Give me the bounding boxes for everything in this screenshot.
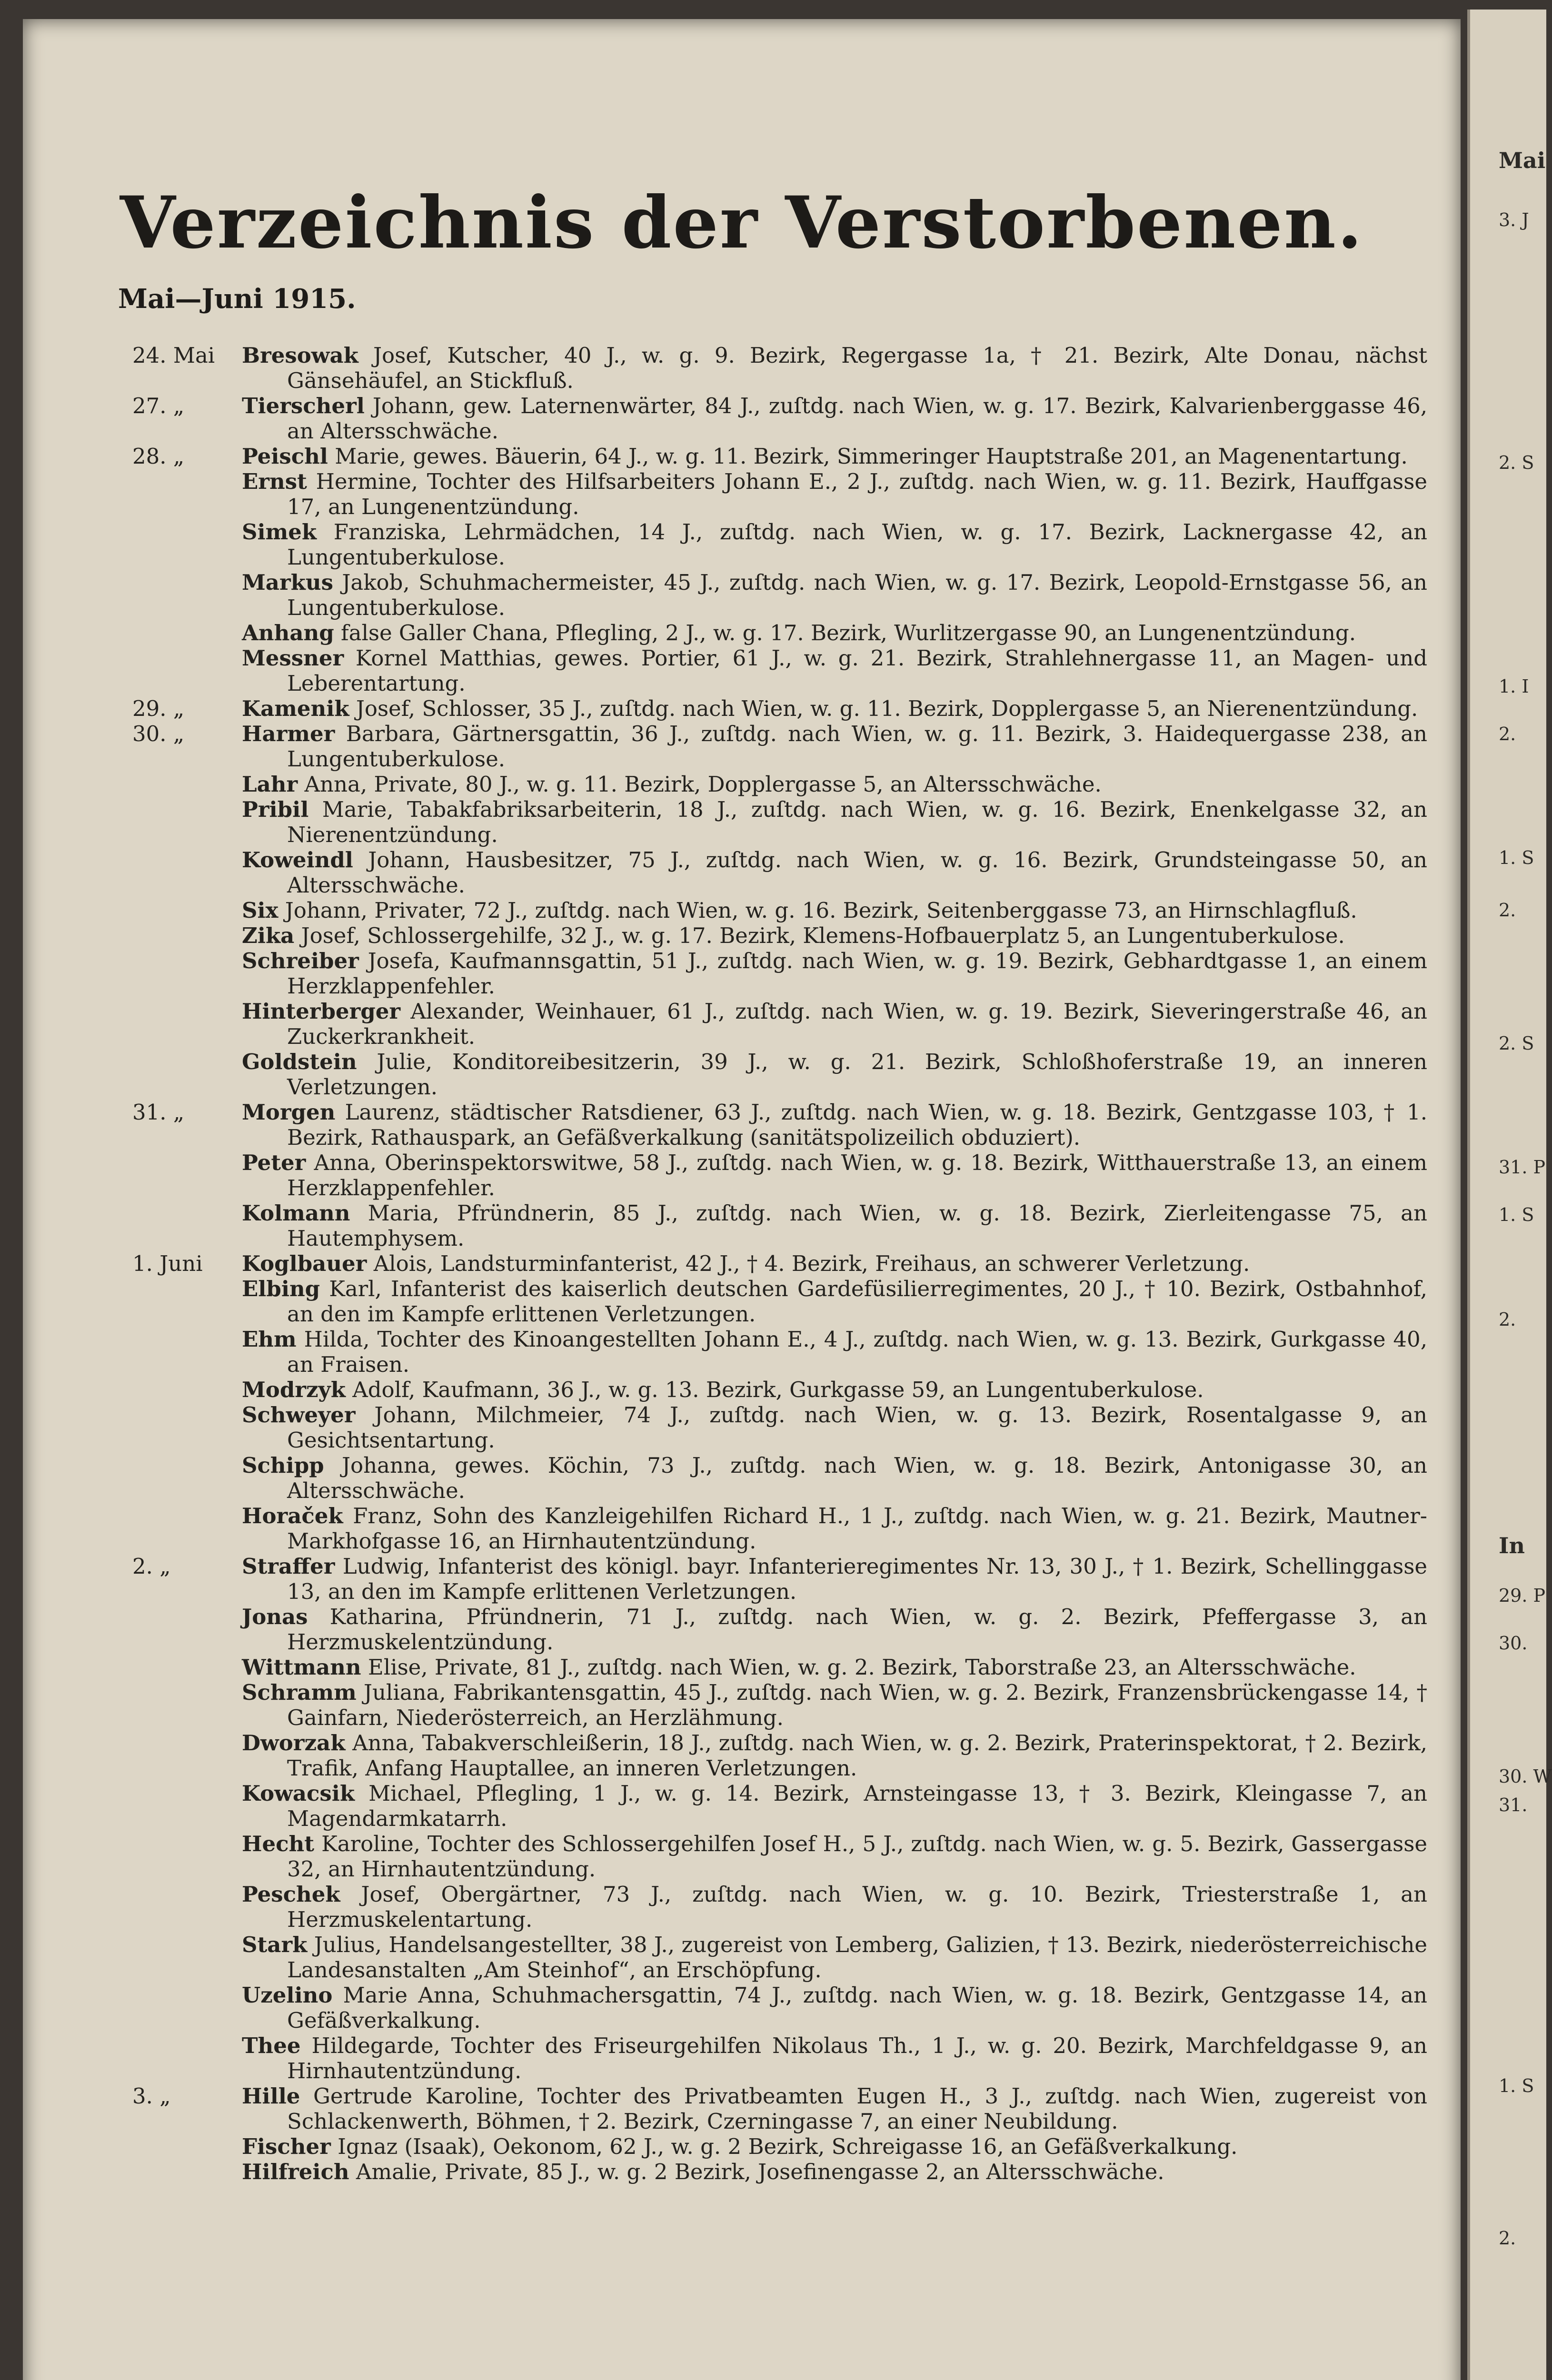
entry-row: [113, 519, 1427, 570]
entry-row: [113, 1100, 1427, 1150]
entry-text: [242, 1983, 1427, 2033]
entry-date: [113, 1453, 242, 1503]
entry-surname: Markus: [242, 570, 333, 595]
next-page-fragment: 2. S: [1499, 1033, 1534, 1054]
entry-surname: Zika: [242, 923, 295, 948]
entry-surname: Goldstein: [242, 1049, 357, 1074]
next-page-fragment: 30.: [1499, 1633, 1528, 1654]
entry-surname: Hille: [242, 2083, 300, 2109]
entry-date: [113, 1831, 242, 1882]
entry-details: Hermine, Tochter des Hilfsarbeiters Johann E., 2 J., zuſtdg. nach Wien, w. g. 11. Bezirk, Hauffgasse 17, an Lungenentzündung.: [287, 469, 1427, 519]
entry-row: [113, 721, 1427, 772]
entry-surname: Peschek: [242, 1882, 340, 1907]
entry-date: [113, 519, 242, 570]
entry-row: [113, 620, 1427, 645]
entry-surname: Messner: [242, 645, 344, 671]
entry-row: [113, 1781, 1427, 1831]
entry-text: [242, 999, 1427, 1049]
next-page-fragment: 2.: [1499, 1309, 1516, 1330]
entry-surname: Hilfreich: [242, 2159, 349, 2184]
entry-surname: Thee: [242, 2033, 301, 2058]
entry-date: [113, 1200, 242, 1251]
entry-details: Franz, Sohn des Kanzleigehilfen Richard H., 1 J., zuſtdg. nach Wien, w. g. 21. Bezirk, Mautner-Markhofgasse 16, an Hirnhautentzündung.: [287, 1503, 1427, 1554]
entry-details: Franziska, Lehrmädchen, 14 J., zuſtdg. nach Wien, w. g. 17. Bezirk, Lacknergasse 42, an Lungentuberkulose.: [287, 519, 1427, 570]
entry-row: [113, 1983, 1427, 2033]
entry-details: Kornel Matthias, gewes. Portier, 61 J., w. g. 21. Bezirk, Strahlehnergasse 11, an Magen- und Leberentartung.: [287, 645, 1427, 696]
entry-date: [113, 898, 242, 923]
next-page-fragment: 31. P: [1499, 1157, 1546, 1178]
next-page-fragment: 1. S: [1499, 847, 1534, 868]
entry-text: [242, 1503, 1427, 1554]
entry-details: Jakob, Schuhmachermeister, 45 J., zuſtdg. nach Wien, w. g. 17. Bezirk, Leopold-Ernstgasse 56, an Lungentuberkulose.: [287, 570, 1427, 620]
entry-surname: Schramm: [242, 1680, 357, 1705]
entry-row: [113, 1680, 1427, 1730]
entry-details: Hildegarde, Tochter des Friseurgehilfen Nikolaus Th., 1 J., w. g. 20. Bezirk, Marchfeldgasse 9, an Hirnhautentzündung.: [287, 2033, 1427, 2083]
entry-details: Gertrude Karoline, Tochter des Privatbeamten Eugen H., 3 J., zuſtdg. nach Wien, zugereist von Schlackenwerth, Böhmen, † 2. Bezirk, Czerningasse 7, an einer Neubildung.: [287, 2083, 1427, 2134]
entry-text: [242, 898, 1427, 923]
next-page-fragment: Mai: [1499, 148, 1546, 173]
entry-details: Johann, Milchmeier, 74 J., zuſtdg. nach Wien, w. g. 13. Bezirk, Rosentalgasse 9, an Gesichtsentartung.: [287, 1402, 1427, 1453]
entry-details: Johann, Hausbesitzer, 75 J., zuſtdg. nach Wien, w. g. 16. Bezirk, Grundsteingasse 50, an Altersschwäche.: [287, 847, 1427, 898]
entry-text: [242, 1377, 1427, 1402]
entry-row: [113, 1554, 1427, 1604]
entry-details: Marie, Tabakfabriksarbeiterin, 18 J., zuſtdg. nach Wien, w. g. 16. Bezirk, Enenkelgasse 32, an Nierenentzündung.: [287, 797, 1427, 847]
entry-row: [113, 2134, 1427, 2159]
entry-date: [113, 2134, 242, 2159]
entry-row: [113, 343, 1427, 393]
entry-date: [113, 772, 242, 797]
entry-row: [113, 847, 1427, 898]
entry-surname: Anhang: [242, 620, 334, 645]
entry-date: [113, 1680, 242, 1730]
next-page-fragment: 3. J: [1499, 209, 1529, 230]
entry-date: [113, 469, 242, 519]
entry-details: Maria, Pfründnerin, 85 J., zuſtdg. nach Wien, w. g. 18. Bezirk, Zierleitengasse 75, an Hautemphysem.: [287, 1200, 1427, 1251]
entry-text: [242, 1781, 1427, 1831]
entry-details: Marie Anna, Schuhmachersgattin, 74 J., zuſtdg. nach Wien, w. g. 18. Bezirk, Gentzgasse 14, an Gefäßverkalkung.: [287, 1983, 1427, 2033]
entry-surname: Elbing: [242, 1276, 320, 1301]
entry-row: [113, 772, 1427, 797]
entry-text: [242, 1730, 1427, 1781]
next-page-fragment: 31.: [1499, 1795, 1528, 1815]
entry-surname: Hinterberger: [242, 999, 401, 1024]
period-heading: Mai—Juni 1915.: [118, 283, 356, 315]
entry-row: [113, 1730, 1427, 1781]
entry-text: [242, 1655, 1427, 1680]
entry-date: [113, 1983, 242, 2033]
entry-text: [242, 1251, 1427, 1276]
entry-details: Hilda, Tochter des Kinoangestellten Johann E., 4 J., zuſtdg. nach Wien, w. g. 13. Bezirk, Gurkgasse 40, an Fraisen.: [287, 1327, 1427, 1377]
entry-row: [113, 923, 1427, 948]
entry-text: [242, 343, 1427, 393]
entry-details: Johann, gew. Laternenwärter, 84 J., zuſtdg. nach Wien, w. g. 17. Bezirk, Kalvarienberggasse 46, an Altersschwäche.: [287, 393, 1427, 444]
entry-row: [113, 1831, 1427, 1882]
entry-row: [113, 1377, 1427, 1402]
entry-date: 2. „: [132, 1554, 171, 1579]
entry-text: [242, 1402, 1427, 1453]
entry-text: [242, 1049, 1427, 1100]
entry-surname: Jonas: [242, 1604, 308, 1629]
entry-text: [242, 620, 1427, 645]
entry-row: [113, 898, 1427, 923]
entry-text: [242, 2159, 1427, 2184]
entry-row: [113, 1503, 1427, 1554]
entry-text: [242, 847, 1427, 898]
entry-date: [113, 948, 242, 999]
next-page-fragment: 2. S: [1499, 452, 1534, 473]
entry-text: [242, 2083, 1427, 2134]
entry-details: Michael, Pflegling, 1 J., w. g. 14. Bezirk, Arnsteingasse 13, † 3. Bezirk, Kleingasse 7, an Magendarmkatarrh.: [287, 1781, 1427, 1831]
entry-text: [242, 2134, 1427, 2159]
entry-surname: Horaček: [242, 1503, 343, 1528]
entry-surname: Straffer: [242, 1554, 335, 1579]
page-title: Verzeichnis der Verstorbenen.: [119, 181, 1364, 265]
entry-text: [242, 1554, 1427, 1604]
entry-details: Karoline, Tochter des Schlossergehilfen Josef H., 5 J., zuſtdg. nach Wien, w. g. 5. Bezirk, Gassergasse 32, an Hirnhautentzündung.: [287, 1831, 1427, 1882]
entry-row: [113, 645, 1427, 696]
entry-surname: Ernst: [242, 469, 307, 494]
entry-surname: Peischl: [242, 444, 328, 469]
entry-row: [113, 393, 1427, 444]
entry-details: Anna, Tabakverschleißerin, 18 J., zuſtdg. nach Wien, w. g. 2. Bezirk, Praterinspektorat, † 2. Bezirk, Trafik, Anfang Hauptallee, an inneren Verletzungen.: [287, 1730, 1427, 1781]
entry-details: Josef, Schlossergehilfe, 32 J., w. g. 17. Bezirk, Klemens-Hofbauerplatz 5, an Lungentuberkulose.: [294, 923, 1345, 948]
entry-surname: Schweyer: [242, 1402, 356, 1428]
entry-surname: Uzelino: [242, 1983, 333, 2008]
next-page-fragment: 29. P: [1499, 1585, 1546, 1606]
entry-surname: Harmer: [242, 721, 335, 746]
entry-details: Ignaz (Isaak), Oekonom, 62 J., w. g. 2 Bezirk, Schreigasse 16, an Gefäßverkalkung.: [330, 2134, 1238, 2159]
entry-text: [242, 1604, 1427, 1655]
entry-details: Elise, Private, 81 J., zuſtdg. nach Wien, w. g. 2. Bezirk, Taborstraße 23, an Altersschwäche.: [361, 1655, 1356, 1680]
next-page-fragment: 30. W: [1499, 1766, 1552, 1787]
entry-date: [113, 570, 242, 620]
entry-text: [242, 1680, 1427, 1730]
entry-date: [113, 1932, 242, 1983]
entry-surname: Ehm: [242, 1327, 297, 1352]
entry-date: [113, 1882, 242, 1932]
entry-date: [113, 1150, 242, 1200]
entry-text: [242, 1831, 1427, 1882]
entry-surname: Schreiber: [242, 948, 359, 973]
entry-details: Amalie, Private, 85 J., w. g. 2 Bezirk, Josefinengasse 2, an Altersschwäche.: [349, 2159, 1164, 2184]
entry-row: [113, 469, 1427, 519]
entry-row: [113, 1882, 1427, 1932]
entry-date: 28. „: [132, 444, 185, 469]
entry-text: [242, 1150, 1427, 1200]
entry-surname: Schipp: [242, 1453, 324, 1478]
entry-row: [113, 948, 1427, 999]
entry-text: [242, 469, 1427, 519]
entry-row: [113, 570, 1427, 620]
entry-details: Karl, Infanterist des kaiserlich deutschen Gardefüsilierregimentes, 20 J., † 10. Bezirk, Ostbahnhof, an den im Kampfe erlittenen Verletzungen.: [287, 1276, 1427, 1327]
entry-row: [113, 696, 1427, 721]
entry-row: [113, 1655, 1427, 1680]
entry-surname: Six: [242, 898, 279, 923]
entry-text: [242, 797, 1427, 847]
entry-details: Laurenz, städtischer Ratsdiener, 63 J., zuſtdg. nach Wien, w. g. 18. Bezirk, Gentzgasse 103, † 1. Bezirk, Rathauspark, an Gefäßverkalkung (sanitätspolizeilich obduziert).: [287, 1100, 1427, 1150]
entry-text: [242, 393, 1427, 444]
entries-list: [113, 343, 1427, 2184]
entry-surname: Koglbauer: [242, 1251, 367, 1276]
entry-details: Josefa, Kaufmannsgattin, 51 J., zuſtdg. nach Wien, w. g. 19. Bezirk, Gebhardtgasse 1, an einem Herzklappenfehler.: [287, 948, 1427, 999]
next-page-fragment: In: [1499, 1533, 1525, 1558]
entry-surname: Stark: [242, 1932, 308, 1957]
entry-surname: Bresowak: [242, 343, 358, 368]
entry-date: [113, 1276, 242, 1327]
entry-row: [113, 1200, 1427, 1251]
entry-date: [113, 2159, 242, 2184]
entry-surname: Simek: [242, 519, 317, 545]
entry-details: Josef, Kutscher, 40 J., w. g. 9. Bezirk, Regergasse 1a, † 21. Bezirk, Alte Donau, nächst Gänsehäufel, an Stickfluß.: [287, 343, 1427, 393]
entry-text: [242, 696, 1427, 721]
entry-row: [113, 1251, 1427, 1276]
entry-text: [242, 444, 1427, 469]
entry-date: [113, 1377, 242, 1402]
entry-row: [113, 1932, 1427, 1983]
entry-date: [113, 999, 242, 1049]
entry-row: [113, 1276, 1427, 1327]
entry-date: [113, 2033, 242, 2083]
entry-details: Alois, Landsturminfanterist, 42 J., † 4. Bezirk, Freihaus, an schwerer Verletzung.: [367, 1251, 1250, 1276]
entry-details: Adolf, Kaufmann, 36 J., w. g. 13. Bezirk, Gurkgasse 59, an Lungentuberkulose.: [345, 1377, 1204, 1402]
document-page: [23, 19, 1461, 2380]
entry-row: [113, 1150, 1427, 1200]
entry-text: [242, 772, 1427, 797]
entry-text: [242, 1100, 1427, 1150]
entry-date: [113, 1655, 242, 1680]
entry-details: Juliana, Fabrikantensgattin, 45 J., zuſtdg. nach Wien, w. g. 2. Bezirk, Franzensbrückengasse 14, † Gainfarn, Niederösterreich, an Herzlähmung.: [287, 1680, 1427, 1730]
entry-row: [113, 444, 1427, 469]
next-page-fragment: 1. S: [1499, 2075, 1534, 2096]
entry-date: [113, 1503, 242, 1554]
entry-text: [242, 519, 1427, 570]
entry-date: [113, 847, 242, 898]
entry-date: 27. „: [132, 393, 185, 418]
entry-surname: Morgen: [242, 1100, 336, 1125]
entry-row: [113, 1049, 1427, 1100]
entry-row: [113, 1327, 1427, 1377]
entry-row: [113, 1402, 1427, 1453]
entry-surname: Kamenik: [242, 696, 349, 721]
entry-row: [113, 999, 1427, 1049]
entry-text: [242, 1453, 1427, 1503]
entry-text: [242, 1200, 1427, 1251]
entry-details: Anna, Private, 80 J., w. g. 11. Bezirk, Dopplergasse 5, an Altersschwäche.: [298, 772, 1102, 797]
entry-details: false Galler Chana, Pflegling, 2 J., w. g. 17. Bezirk, Wurlitzergasse 90, an Lungenentzündung.: [334, 620, 1356, 645]
entry-details: Johann, Privater, 72 J., zuſtdg. nach Wien, w. g. 16. Bezirk, Seitenberggasse 73, an Hirnschlagfluß.: [278, 898, 1357, 923]
next-page-fragment: 1. I: [1499, 676, 1529, 697]
entry-text: [242, 2033, 1427, 2083]
entry-date: [113, 1730, 242, 1781]
entry-details: Ludwig, Infanterist des königl. bayr. Infanterieregimentes Nr. 13, 30 J., † 1. Bezirk, Schellinggasse 13, an den im Kampfe erlittenen Verletzungen.: [287, 1554, 1427, 1604]
entry-text: [242, 1327, 1427, 1377]
entry-surname: Tierscherl: [242, 393, 365, 418]
entry-row: [113, 1604, 1427, 1655]
entry-date: [113, 1781, 242, 1831]
entry-surname: Hecht: [242, 1831, 315, 1856]
entry-date: 29. „: [132, 696, 185, 721]
entry-date: [113, 1604, 242, 1655]
entry-details: Julie, Konditoreibesitzerin, 39 J., w. g. 21. Bezirk, Schloßhoferstraße 19, an inneren Verletzungen.: [287, 1049, 1427, 1100]
entry-date: [113, 620, 242, 645]
entry-surname: Pribil: [242, 797, 309, 822]
entry-date: 24. Mai: [132, 343, 215, 368]
entry-surname: Wittmann: [242, 1655, 361, 1680]
entry-date: 3. „: [132, 2083, 171, 2109]
entry-surname: Kowacsik: [242, 1781, 355, 1806]
entry-text: [242, 923, 1427, 948]
next-page-fragment: 1. S: [1499, 1204, 1534, 1225]
entry-text: [242, 570, 1427, 620]
entry-text: [242, 645, 1427, 696]
entry-text: [242, 721, 1427, 772]
entry-details: Anna, Oberinspektorswitwe, 58 J., zuſtdg. nach Wien, w. g. 18. Bezirk, Witthauerstraße 13, an einem Herzklappenfehler.: [287, 1150, 1427, 1200]
entry-details: Josef, Obergärtner, 73 J., zuſtdg. nach Wien, w. g. 10. Bezirk, Triesterstraße 1, an Herzmuskelentartung.: [287, 1882, 1427, 1932]
entry-row: [113, 2033, 1427, 2083]
entry-details: Marie, gewes. Bäuerin, 64 J., w. g. 11. Bezirk, Simmeringer Hauptstraße 201, an Magenentartung.: [328, 444, 1408, 469]
next-page-edge: [1467, 10, 1552, 2380]
entry-row: [113, 1453, 1427, 1503]
entry-date: 31. „: [132, 1100, 185, 1125]
entry-details: Josef, Schlosser, 35 J., zuſtdg. nach Wien, w. g. 11. Bezirk, Dopplergasse 5, an Nierenentzündung.: [349, 696, 1418, 721]
entry-text: [242, 1932, 1427, 1983]
entry-text: [242, 948, 1427, 999]
entry-date: [113, 645, 242, 696]
entry-surname: Dworzak: [242, 1730, 346, 1755]
entry-surname: Koweindl: [242, 847, 353, 873]
entry-date: [113, 1049, 242, 1100]
entry-details: Barbara, Gärtnersgattin, 36 J., zuſtdg. nach Wien, w. g. 11. Bezirk, 3. Haidequergasse 238, an Lungentuberkulose.: [287, 721, 1427, 772]
entry-surname: Kolmann: [242, 1200, 350, 1226]
entry-date: 1. Juni: [132, 1251, 203, 1276]
entry-date: [113, 797, 242, 847]
entry-surname: Modrzyk: [242, 1377, 346, 1402]
entry-date: [113, 1402, 242, 1453]
entry-row: [113, 2083, 1427, 2134]
entry-text: [242, 1882, 1427, 1932]
entry-surname: Lahr: [242, 772, 298, 797]
next-page-fragment: 2.: [1499, 724, 1516, 744]
entry-details: Johanna, gewes. Köchin, 73 J., zuſtdg. nach Wien, w. g. 18. Bezirk, Antonigasse 30, an Altersschwäche.: [287, 1453, 1427, 1503]
entry-text: [242, 1276, 1427, 1327]
entry-date: 30. „: [132, 721, 185, 746]
entry-details: Katharina, Pfründnerin, 71 J., zuſtdg. nach Wien, w. g. 2. Bezirk, Pfeffergasse 3, an Herzmuskelentzündung.: [287, 1604, 1427, 1655]
entry-details: Alexander, Weinhauer, 61 J., zuſtdg. nach Wien, w. g. 19. Bezirk, Sieveringerstraße 46, an Zuckerkrankheit.: [287, 999, 1427, 1049]
entry-details: Julius, Handelsangestellter, 38 J., zugereist von Lemberg, Galizien, † 13. Bezirk, niederösterreichische Landesanstalten „Am Steinhof“, an Erschöpfung.: [287, 1932, 1427, 1983]
entry-surname: Fischer: [242, 2134, 331, 2159]
entry-row: [113, 2159, 1427, 2184]
entry-date: [113, 923, 242, 948]
entry-date: [113, 1327, 242, 1377]
next-page-fragment: 2.: [1499, 2228, 1516, 2249]
entry-row: [113, 797, 1427, 847]
next-page-fragment: 2.: [1499, 900, 1516, 921]
entry-surname: Peter: [242, 1150, 306, 1175]
